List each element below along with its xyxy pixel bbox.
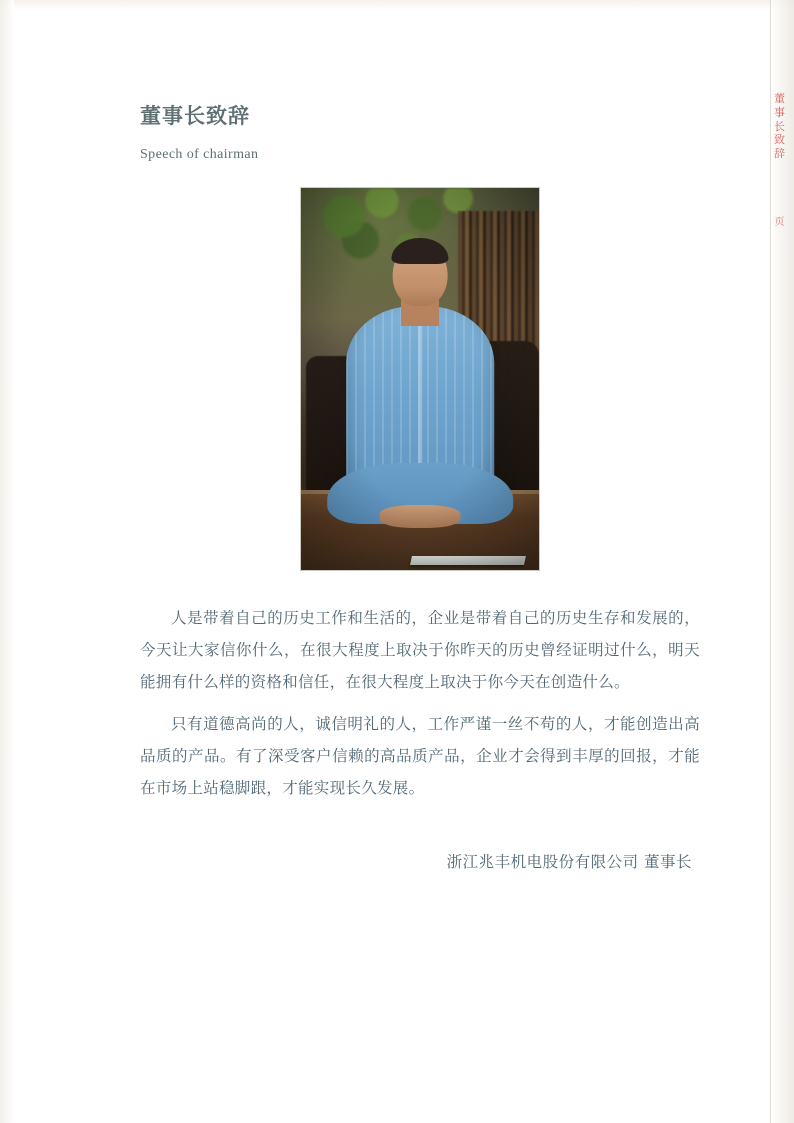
edge-tab-label: 董事长致辞 — [774, 92, 786, 160]
edge-tab — [772, 92, 788, 229]
page-spine-line — [770, 0, 771, 1123]
edge-tab-sublabel: 页 — [774, 216, 786, 228]
photo-vignette — [301, 188, 539, 570]
page-left-edge — [0, 0, 14, 1123]
portrait-figure — [140, 188, 700, 570]
speech-paragraph-1: 人是带着自己的历史工作和生活的，企业是带着自己的历史生存和发展的，今天让大家信你什么，在很大程度上取决于你昨天的历史曾经证明过什么，明天能拥有什么样的资格和信任，在很大程度上取决于你今天在创造什么。 — [140, 609, 700, 692]
chairman-portrait-photo — [301, 188, 539, 570]
page-title: 董事长致辞 — [140, 104, 250, 128]
speech-paragraph-2: 只有道德高尚的人，诚信明礼的人，工作严谨一丝不苟的人，才能创造出高品质的产品。有了深受客户信赖的高品质产品，企业才会得到丰厚的回报，才能在市场上站稳脚跟，才能实现长久发展。 — [140, 715, 700, 798]
page-subtitle: Speech of chairman — [140, 147, 259, 162]
signature-line: 浙江兆丰机电股份有限公司 董事长 — [446, 853, 692, 872]
speech-body — [140, 602, 700, 804]
page-content — [140, 0, 700, 872]
